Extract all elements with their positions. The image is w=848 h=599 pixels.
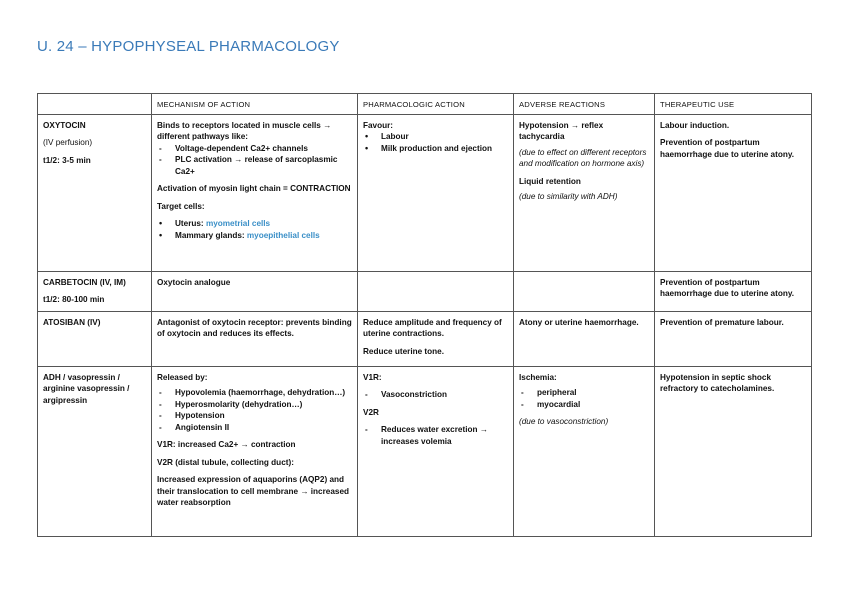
pharm-cell (358, 114, 514, 271)
mech-text: V1R: increased Ca2+ → contraction (157, 440, 296, 449)
list-item: - Reduces water excretion → increases volemia (363, 424, 508, 447)
adverse-cell (514, 271, 655, 311)
drug-half-life: t1/2: 80-100 min (43, 295, 105, 304)
mech-text: Released by: (157, 372, 208, 382)
table-row-oxytocin (38, 114, 812, 271)
target-list (157, 218, 352, 241)
list-item: - Hypovolemia (haemorrhage, dehydration…) (157, 387, 352, 399)
drug-name: ATOSIBAN (IV) (43, 317, 101, 327)
mech-text: V2R (distal tubule, collecting duct): (157, 457, 294, 467)
list-item (157, 218, 352, 230)
therapeutic-cell (655, 114, 812, 271)
adverse-cell (514, 366, 655, 536)
list-item: - Voltage-dependent Ca2+ channels (157, 143, 352, 155)
pharm-text: V2R (363, 407, 379, 417)
drug-cell (38, 271, 152, 311)
drug-half-life: t1/2: 3-5 min (43, 155, 91, 165)
list-item: - myocardial (519, 399, 649, 411)
adverse-cell (514, 311, 655, 366)
mech-text: Antagonist of oxytocin receptor: prevents binding of oxytocin and reduces its effects. (157, 317, 352, 338)
mech-text: Target cells: (157, 201, 205, 211)
pharm-cell (358, 311, 514, 366)
table-header-row (38, 94, 812, 115)
highlight-text: myometrial cells (205, 219, 271, 228)
table-row-carbetocin (38, 271, 812, 311)
pharm-text: Favour: (363, 120, 394, 130)
mech-text: Activation of myosin light chain = CONTRACTION (157, 184, 351, 193)
mechanism-cell (152, 271, 358, 311)
highlight-text: myoepithelial cells (246, 230, 320, 240)
therapeutic-cell (655, 366, 812, 536)
pharm-list (363, 389, 508, 401)
header-adverse: ADVERSE REACTIONS (514, 94, 655, 115)
pharm-cell (358, 366, 514, 536)
table-row-atosiban (38, 311, 812, 366)
table-row-adh (38, 366, 812, 536)
adverse-note: (due to vasoconstriction) (519, 417, 609, 426)
list-item (157, 230, 352, 242)
header-pharmacologic: PHARMACOLOGIC ACTION (358, 94, 514, 115)
mechanism-cell (152, 366, 358, 536)
label: Mammary glands: (175, 230, 247, 240)
mechanism-cell (152, 114, 358, 271)
adverse-text: Ischemia: (519, 372, 557, 382)
drug-name: ADH / vasopressin / arginine vasopressin / argipressin (43, 372, 130, 405)
list-item: - Angiotensin II (157, 422, 352, 434)
adverse-note: (due to similarity with ADH) (519, 192, 618, 201)
adverse-text: Atony or uterine haemorrhage. (519, 317, 639, 327)
header-blank (38, 94, 152, 115)
list-item: - Hyperosmolarity (dehydration…) (157, 399, 352, 411)
drug-cell (38, 114, 152, 271)
therapeutic-cell (655, 311, 812, 366)
page-title: U. 24 – HYPOPHYSEAL PHARMACOLOGY (37, 38, 340, 55)
pharm-list (363, 131, 508, 154)
adverse-note: (due to effect on different receptors and modification on hormone axis) (519, 147, 647, 168)
list-item: - Vasoconstriction (363, 389, 508, 401)
pharm-text: Reduce amplitude and frequency of uterine contractions. (363, 317, 502, 338)
pharm-text: Reduce uterine tone. (363, 346, 444, 356)
drug-name: CARBETOCIN (IV, IM) (43, 277, 126, 287)
list-item: - PLC activation → release of sarcoplasmic Ca2+ (157, 154, 352, 177)
release-list (157, 387, 352, 433)
list-item: - Hypotension (157, 410, 352, 422)
ther-text: Prevention of postpartum haemorrhage due to uterine atony. (660, 277, 795, 298)
list-item: - peripheral (519, 387, 649, 399)
mech-text: Oxytocin analogue (157, 277, 231, 287)
adverse-cell (514, 114, 655, 271)
adverse-list (519, 387, 649, 410)
header-mechanism: MECHANISM OF ACTION (152, 94, 358, 115)
list-item: • Labour (363, 131, 508, 143)
adverse-text: Hypotension → reflex tachycardia (519, 120, 604, 141)
pharm-cell (358, 271, 514, 311)
ther-text: Hypotension in septic shock refractory to catecholamines. (660, 372, 775, 393)
label: Uterus: (175, 219, 206, 228)
therapeutic-cell (655, 271, 812, 311)
ther-text: Labour induction. (660, 120, 730, 130)
drug-cell (38, 366, 152, 536)
drug-name: OXYTOCIN (43, 120, 86, 130)
mech-text: Binds to receptors located in muscle cells → different pathways like: (157, 120, 332, 141)
ther-text: Prevention of postpartum haemorrhage due to uterine atony. (660, 138, 795, 159)
pharm-text: V1R: (363, 372, 382, 382)
pathway-list (157, 143, 352, 178)
pharm-list (363, 424, 508, 447)
ther-text: Prevention of premature labour. (660, 317, 784, 327)
mech-text: Increased expression of aquaporins (AQP2) and their translocation to cell membrane → increased water reabsorption (157, 475, 350, 507)
list-item: • Milk production and ejection (363, 143, 508, 155)
drug-cell (38, 311, 152, 366)
drug-route: (IV perfusion) (43, 138, 93, 147)
adverse-text: Liquid retention (519, 176, 581, 186)
pharmacology-table (37, 93, 812, 537)
header-therapeutic: THERAPEUTIC USE (655, 94, 812, 115)
mechanism-cell (152, 311, 358, 366)
